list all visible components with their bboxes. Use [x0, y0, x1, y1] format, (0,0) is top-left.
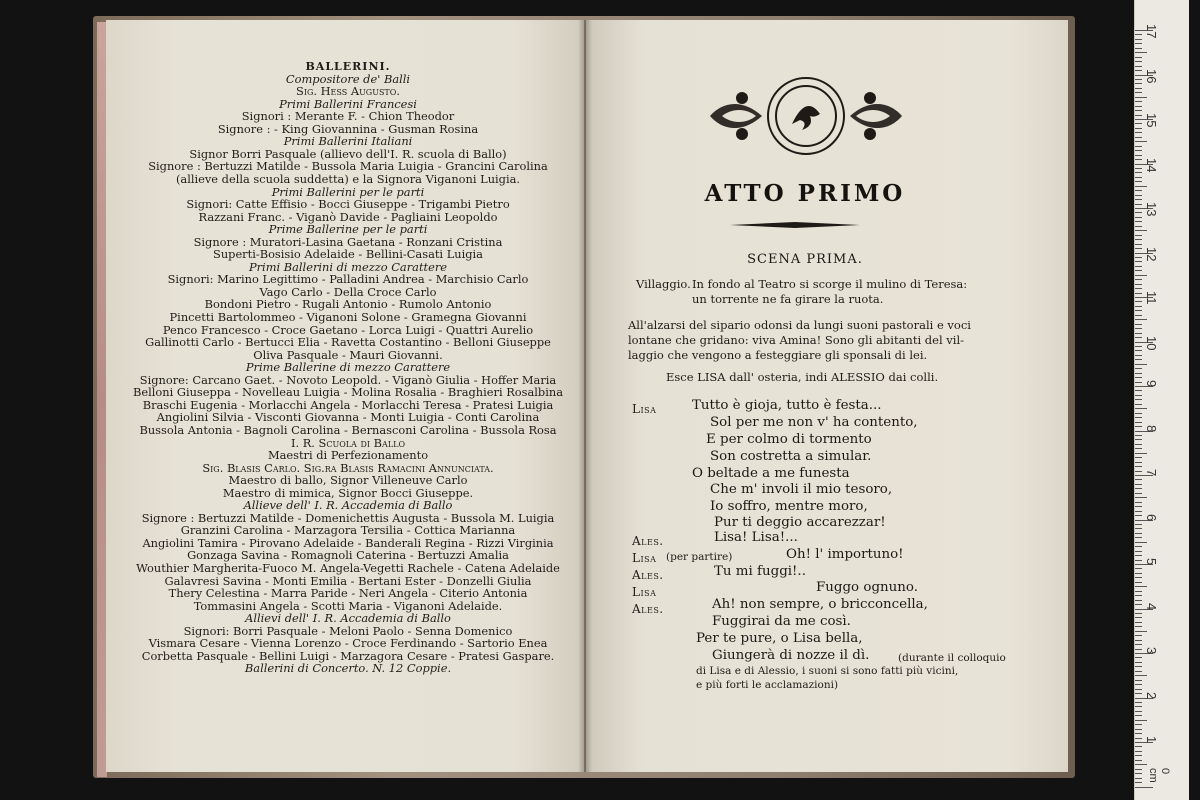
ruler-tick — [1135, 764, 1147, 765]
ruler-number: 11 — [1144, 291, 1159, 305]
ruler-tick — [1135, 155, 1142, 156]
ruler-tick — [1135, 506, 1142, 507]
speaker-lisa: Lisa — [632, 551, 657, 565]
ruler-tick — [1135, 239, 1142, 240]
section-subheading: Primi Ballerini per le parti — [271, 184, 425, 199]
ruler-tick — [1135, 226, 1142, 227]
ruler-tick — [1135, 680, 1142, 681]
ruler-number: 5 — [1144, 558, 1159, 566]
ruler-tick — [1135, 177, 1142, 178]
ruler-tick — [1135, 364, 1147, 365]
ruler-tick — [1135, 497, 1147, 498]
cast-line: Sig. Blasis Carlo. Sig.ra Blasis Ramacini Annunciata. — [202, 460, 494, 475]
ruler-tick — [1135, 662, 1142, 663]
ruler-tick — [1135, 448, 1142, 449]
section-subheading: Primi Ballerini Italiani — [283, 134, 413, 149]
cast-line: Superti-Bosisio Adelaide - Bellini-Casati Luigia — [213, 247, 483, 262]
ruler-number: 17 — [1144, 24, 1159, 39]
speaker-lisa: Lisa — [632, 585, 657, 599]
ruler-tick — [1135, 230, 1147, 231]
verse-line: Tutto è gioja, tutto è festa... — [692, 398, 882, 413]
cast-line: Thery Celestina - Marra Paride - Neri Angela - Citerio Antonia — [168, 586, 528, 601]
ruler-tick — [1135, 43, 1142, 44]
ruler-tick — [1135, 319, 1147, 320]
ruler-number: 13 — [1144, 202, 1159, 217]
ruler-tick — [1135, 248, 1142, 249]
ruler-tick — [1135, 738, 1142, 739]
ruler-tick — [1135, 199, 1142, 200]
ruler-tick — [1135, 684, 1142, 685]
setting-line: un torrente ne fa girare la ruota. — [692, 292, 884, 306]
ruler-tick — [1135, 755, 1142, 756]
ruler-tick — [1135, 88, 1142, 89]
ruler-number: 15 — [1144, 113, 1159, 128]
ruler-tick — [1135, 484, 1142, 485]
cast-line: Signore : - King Giovannina - Gusman Rosina — [217, 121, 479, 136]
ruler-tick — [1135, 617, 1142, 618]
stage-direction: All'alzarsi del sipario odonsi da lungi suoni pastorali e voci — [628, 318, 971, 332]
ruler-tick — [1135, 101, 1142, 102]
verse-line: Son costretta a simular. — [710, 449, 872, 464]
ruler-tick — [1135, 746, 1142, 747]
ruler-number: 1 — [1144, 736, 1159, 744]
ruler-number: 16 — [1144, 68, 1159, 83]
ruler-tick — [1135, 261, 1142, 262]
cast-line: Gallinotti Carlo - Bertucci Elia - Ravetta Costantino - Belloni Giuseppe — [145, 335, 551, 350]
ruler-tick — [1135, 706, 1142, 707]
ruler-tick — [1135, 586, 1147, 587]
ruler-tick — [1135, 399, 1142, 400]
cast-line: Bussola Antonia - Bagnoli Carolina - Bernasconi Carolina - Bussola Rosa — [139, 422, 557, 437]
ruler-number: 4 — [1144, 602, 1159, 610]
ruler-tick — [1135, 382, 1142, 383]
ruler-number: 14 — [1144, 157, 1159, 172]
verse-line: Che m' involi il mio tesoro, — [710, 482, 893, 497]
ruler-tick — [1135, 39, 1142, 40]
ruler-tick — [1135, 671, 1142, 672]
ruler-tick — [1135, 190, 1142, 191]
section-heading: BALLERINI. — [305, 60, 391, 73]
ruler-tick — [1135, 115, 1142, 116]
ruler-tick — [1135, 204, 1142, 205]
cast-line: Maestro di ballo, Signor Villeneuve Carlo — [228, 473, 468, 488]
ruler-tick — [1135, 515, 1142, 516]
cast-line: Gonzaga Savina - Romagnoli Caterina - Bertuzzi Amalia — [187, 548, 509, 563]
speaker-lisa: Lisa — [632, 402, 657, 416]
cast-line: Razzani Franc. - Viganò Davide - Pagliaini Leopoldo — [198, 209, 498, 224]
ruler-tick — [1135, 778, 1142, 779]
ruler-tick — [1135, 257, 1142, 258]
cast-line: Wouthier Margherita-Fuoco M. Angela-Vegetti Rachele - Catena Adelaide — [136, 561, 560, 575]
act-title: ATTO PRIMO — [704, 180, 906, 207]
stage-direction: di Lisa e di Alessio, i suoni si sono fatti più vicini, — [696, 665, 959, 677]
ruler-tick — [1135, 368, 1142, 369]
ruler-tick — [1135, 141, 1147, 142]
ruler-tick — [1135, 493, 1142, 494]
ruler-tick — [1135, 350, 1142, 351]
ruler-tick — [1135, 760, 1142, 761]
ruler-tick — [1135, 128, 1142, 129]
verse-line: E per colmo di tormento — [706, 432, 872, 447]
ruler-tick — [1135, 457, 1142, 458]
ruler-tick — [1135, 306, 1142, 307]
ruler-tick — [1135, 293, 1142, 294]
ruler-unit-label: 0 cm — [1147, 768, 1171, 783]
cast-line: Belloni Giuseppa - Novelleau Luigia - Molina Rosalia - Braghieri Rosalbina — [132, 385, 563, 400]
ruler-tick — [1135, 479, 1142, 480]
ruler-tick — [1135, 729, 1142, 730]
ruler-tick — [1135, 626, 1142, 627]
cast-line: Signor Borri Pasquale (allievo dell'I. R. scuola di Ballo) — [189, 146, 507, 161]
cast-line: (allieve della scuola suddetta) e la Signora Viganoni Luigia. — [175, 171, 521, 186]
decorative-ornament — [702, 74, 910, 158]
verse-line: Lisa! Lisa!... — [714, 530, 798, 545]
ruler-tick — [1135, 106, 1142, 107]
ruler-tick — [1135, 172, 1142, 173]
ruler-number: 9 — [1144, 380, 1159, 388]
speaker-alessio: Ales. — [632, 568, 664, 582]
cast-line: Penco Francesco - Croce Gaetano - Lorca Luigi - Quattri Aurelio — [162, 322, 534, 337]
verse-line: Per te pure, o Lisa bella, — [696, 631, 863, 646]
ruler-tick — [1135, 355, 1142, 356]
title-rule — [730, 222, 860, 228]
ruler-tick — [1135, 70, 1142, 71]
ruler-tick — [1135, 439, 1142, 440]
ruler-tick — [1135, 769, 1142, 770]
section-subheading: Primi Ballerini Francesi — [279, 96, 417, 111]
ruler-tick — [1135, 408, 1147, 409]
speaker-alessio: Ales. — [632, 602, 664, 616]
ruler-tick — [1135, 34, 1142, 35]
ruler-tick — [1135, 186, 1147, 187]
cast-line: Tommasini Angela - Scotti Maria - Viganoni Adelaide. — [193, 598, 503, 613]
ruler-tick — [1135, 168, 1142, 169]
ruler-tick — [1135, 657, 1142, 658]
setting-line: In fondo al Teatro si scorge il mulino di Teresa: — [692, 277, 968, 291]
measuring-ruler — [1134, 0, 1189, 800]
ruler-tick — [1135, 79, 1142, 80]
ruler-tick — [1135, 782, 1142, 783]
cast-line: Signori: Marino Legittimo - Palladini Andrea - Marchisio Carlo — [167, 272, 529, 287]
ruler-number: 2 — [1144, 691, 1159, 699]
ruler-tick — [1135, 404, 1142, 405]
ruler-tick — [1135, 720, 1147, 721]
ruler-tick — [1135, 604, 1142, 605]
verse-line: Sol per me non v' ha contento, — [710, 415, 918, 430]
cast-line: Angiolini Tamira - Pirovano Adelaide - Banderali Regina - Rizzi Virginia — [142, 535, 554, 550]
cast-line: Granzini Carolina - Marzagora Tersilia - Cottica Marianna — [180, 523, 516, 538]
stage-direction: e più forti le acclamazioni) — [696, 679, 839, 691]
ruler-tick — [1135, 675, 1147, 676]
verse-line: Giungerà di nozze il dì. — [712, 648, 870, 663]
ruler-tick — [1135, 622, 1142, 623]
ruler-tick — [1135, 301, 1142, 302]
cast-line: Signori : Merante F. - Chion Theodor — [241, 109, 455, 124]
ruler-tick — [1135, 146, 1142, 147]
cast-line: I. R. Scuola di Ballo — [290, 435, 406, 450]
ruler-tick — [1135, 595, 1142, 596]
cast-line: Corbetta Pasquale - Bellini Luigi - Marzagora Cesare - Pratesi Gaspare. — [141, 648, 555, 663]
verse-line: Fuggirai da me così. — [712, 614, 851, 629]
ruler-tick — [1135, 573, 1142, 574]
ruler-tick — [1135, 315, 1142, 316]
ruler-tick — [1135, 711, 1142, 712]
ruler-tick — [1135, 471, 1142, 472]
ruler-tick — [1135, 83, 1142, 84]
ruler-tick — [1135, 373, 1142, 374]
ruler-tick — [1135, 613, 1142, 614]
ruler-tick — [1135, 640, 1142, 641]
ruler-tick — [1135, 577, 1142, 578]
stage-direction: lontane che gridano: viva Amina! Sono gli abitanti del vil- — [628, 333, 965, 347]
section-subheading: Prime Ballerine per le parti — [268, 222, 428, 237]
section-subheading: Primi Ballerini di mezzo Carattere — [248, 259, 448, 274]
ruler-tick — [1135, 132, 1142, 133]
section-subheading: Ballerini di Concerto. N. 12 Coppie. — [244, 661, 452, 676]
ruler-tick — [1135, 462, 1142, 463]
verse-line: Io soffro, mentre moro, — [710, 499, 868, 514]
cast-line: Signore: Carcano Gaet. - Novoto Leopold. - Viganò Giulia - Hoffer Maria — [139, 372, 557, 387]
ruler-tick — [1135, 591, 1142, 592]
book-gutter — [578, 20, 592, 772]
ruler-tick — [1135, 195, 1142, 196]
ruler-tick — [1135, 560, 1142, 561]
ruler-tick — [1135, 61, 1142, 62]
section-subheading: Allievi dell' I. R. Accademia di Ballo — [245, 611, 451, 626]
ruler-tick — [1135, 546, 1142, 547]
ruler-tick — [1135, 97, 1147, 98]
entrance-direction: Esce LISA dall' osteria, indi ALESSIO dai colli. — [666, 370, 939, 384]
ruler-tick — [1135, 390, 1142, 391]
ruler-tick — [1135, 333, 1142, 334]
ruler-tick — [1135, 288, 1142, 289]
ruler-tick — [1135, 787, 1153, 788]
ruler-number: 8 — [1144, 424, 1159, 432]
ruler-tick — [1135, 244, 1142, 245]
ruler-tick — [1135, 435, 1142, 436]
ruler-tick — [1135, 733, 1142, 734]
verse-line: Ah! non sempre, o bricconcella, — [712, 597, 928, 612]
ruler-tick — [1135, 635, 1142, 636]
ruler-tick — [1135, 568, 1142, 569]
ruler-tick — [1135, 359, 1142, 360]
ruler-tick — [1135, 724, 1142, 725]
speaker-alessio: Ales. — [632, 534, 664, 548]
ruler-tick — [1135, 266, 1142, 267]
ruler-tick — [1135, 582, 1142, 583]
ruler-tick — [1135, 542, 1147, 543]
ruler-tick — [1135, 773, 1142, 774]
cast-line: Braschi Eugenia - Morlacchi Angela - Morlacchi Teresa - Pratesi Luigia — [142, 397, 554, 412]
ruler-tick — [1135, 533, 1142, 534]
section-subheading: Prime Ballerine di mezzo Carattere — [245, 360, 451, 375]
ruler-tick — [1135, 715, 1142, 716]
ruler-tick — [1135, 346, 1142, 347]
ruler-tick — [1135, 444, 1142, 445]
ruler-tick — [1135, 275, 1147, 276]
ruler-tick — [1135, 751, 1142, 752]
ruler-tick — [1135, 600, 1142, 601]
cast-line: Vago Carlo - Della Croce Carlo — [259, 284, 437, 299]
cast-line: Maestri di Perfezionamento — [267, 448, 429, 463]
ruler-tick — [1135, 502, 1142, 503]
verse-line: Pur ti deggio accarezzar! — [714, 515, 886, 530]
cast-line: Signore : Bertuzzi Matilde - Bussola Maria Luigia - Grancini Carolina — [148, 159, 548, 174]
ruler-tick — [1135, 693, 1142, 694]
ruler-tick — [1135, 666, 1142, 667]
cast-line: Signori: Catte Effisio - Bocci Giuseppe - Trigambi Pietro — [186, 197, 510, 212]
ruler-tick — [1135, 528, 1142, 529]
ruler-tick — [1135, 270, 1142, 271]
ruler-tick — [1135, 328, 1142, 329]
ruler-tick — [1135, 150, 1142, 151]
ruler-tick — [1135, 631, 1147, 632]
ruler-tick — [1135, 159, 1142, 160]
cast-line: Bondoni Pietro - Rugali Antonio - Rumolo Antonio — [204, 297, 492, 312]
verse-line: O beltade a me funesta — [692, 466, 850, 481]
ruler-tick — [1135, 537, 1142, 538]
ruler-tick — [1135, 702, 1142, 703]
ruler-tick — [1135, 417, 1142, 418]
ruler-tick — [1135, 279, 1142, 280]
cast-line: Galavresi Savina - Monti Emilia - Bertani Ester - Donzelli Giulia — [164, 573, 532, 588]
ruler-number: 12 — [1144, 246, 1159, 261]
ruler-tick — [1135, 284, 1142, 285]
ruler-tick — [1135, 181, 1142, 182]
ruler-tick — [1135, 551, 1142, 552]
ruler-tick — [1135, 92, 1142, 93]
ruler-tick — [1135, 689, 1142, 690]
section-subheading: Compositore de' Balli — [285, 71, 411, 86]
ruler-tick — [1135, 337, 1142, 338]
ruler-tick — [1135, 453, 1147, 454]
cast-line: Signore : Muratori-Lasina Gaetana - Ronzani Cristina — [193, 234, 503, 249]
cast-line: Signore : Bertuzzi Matilde - Domenichettis Augusta - Bussola M. Luigia — [141, 510, 555, 525]
ruler-tick — [1135, 524, 1142, 525]
ruler-number: 3 — [1144, 647, 1159, 655]
ruler-tick — [1135, 57, 1142, 58]
ruler-tick — [1135, 466, 1142, 467]
ruler-tick — [1135, 123, 1142, 124]
cast-line: Signori: Borri Pasquale - Meloni Paolo - Senna Domenico — [183, 623, 513, 638]
section-subheading: Allieve dell' I. R. Accademia di Ballo — [243, 498, 453, 513]
cast-line: Sig. Hess Augusto. — [296, 84, 400, 99]
ruler-tick — [1135, 644, 1142, 645]
ruler-tick — [1135, 413, 1142, 414]
stage-direction: (durante il colloquio — [898, 652, 1006, 664]
scene-title: SCENA PRIMA. — [747, 252, 863, 267]
ruler-tick — [1135, 488, 1142, 489]
ruler-tick — [1135, 66, 1142, 67]
ruler-number: 10 — [1144, 335, 1159, 350]
ruler-tick — [1135, 511, 1142, 512]
ruler-tick — [1135, 649, 1142, 650]
cast-line: Vismara Cesare - Vienna Lorenzo - Croce Ferdinando - Sartorio Enea — [148, 636, 548, 651]
ruler-tick — [1135, 235, 1142, 236]
cast-line: Pincetti Bartolommeo - Viganoni Solone - Gramegna Giovanni — [169, 310, 527, 324]
ruler-tick — [1135, 221, 1142, 222]
ruler-tick — [1135, 310, 1142, 311]
ruler-tick — [1135, 555, 1142, 556]
ruler-tick — [1135, 324, 1142, 325]
verse-line: Tu mi fuggi!.. — [714, 564, 806, 579]
ruler-tick — [1135, 110, 1142, 111]
cast-line: Maestro di mimica, Signor Bocci Giuseppe. — [222, 485, 474, 500]
ruler-tick — [1135, 52, 1147, 53]
ruler-tick — [1135, 217, 1142, 218]
ruler-tick — [1135, 48, 1142, 49]
ruler-tick — [1135, 137, 1142, 138]
ruler-tick — [1135, 422, 1142, 423]
ruler-tick — [1135, 212, 1142, 213]
cast-line: Oliva Pasquale - Mauri Giovanni. — [253, 347, 443, 362]
setting-label: Villaggio. — [636, 277, 691, 291]
stage-direction: (per partire) — [666, 551, 733, 563]
verse-line: Oh! l' importuno! — [786, 547, 904, 562]
stage-direction: laggio che vengono a festeggiare gli sponsali di lei. — [628, 348, 928, 362]
ruler-tick — [1135, 377, 1142, 378]
verse-line: Fuggo ognuno. — [816, 580, 918, 595]
ruler-tick — [1135, 395, 1142, 396]
ruler-number: 6 — [1144, 513, 1159, 521]
ruler-tick — [1135, 426, 1142, 427]
ruler-number: 7 — [1144, 469, 1159, 477]
cast-line: Angiolini Silvia - Visconti Giovanna - Monti Luigia - Conti Carolina — [156, 410, 540, 425]
